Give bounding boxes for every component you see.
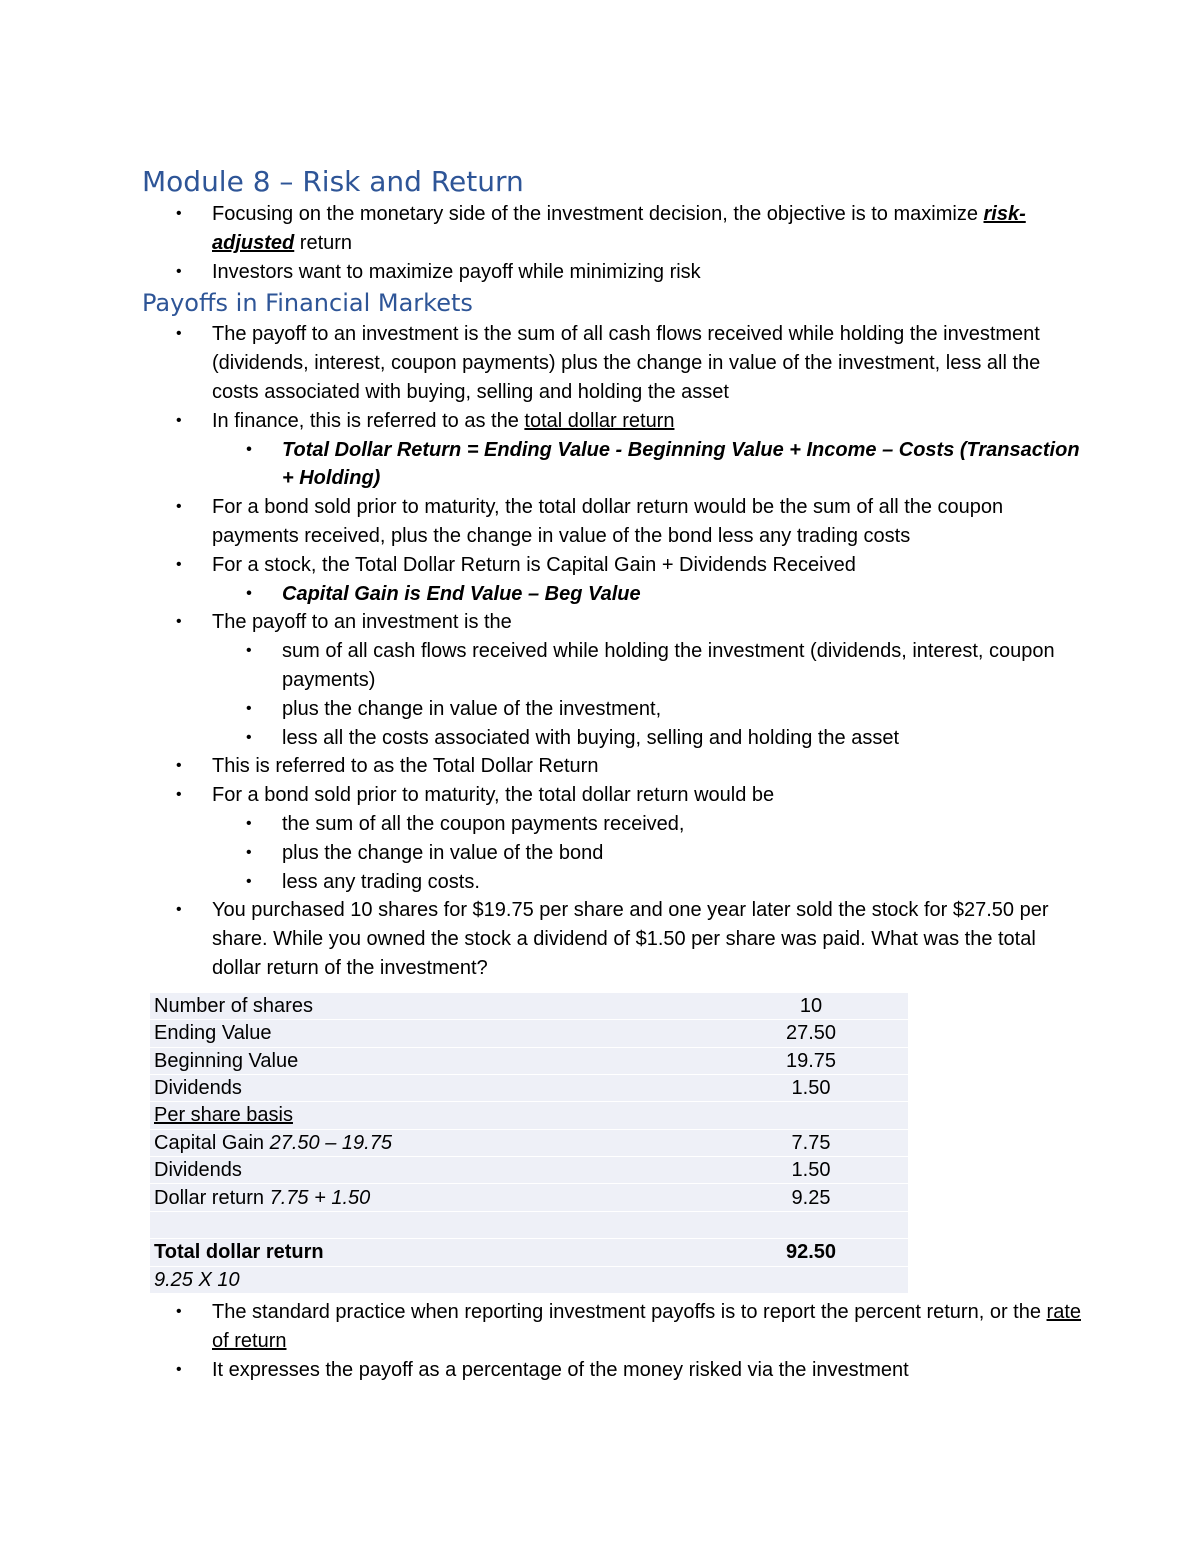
list-item: • The payoff to an investment is the • sum of all cash flows received while holding the investment (dividends, interest, coupon payments) • plus the change in value of the investment, • less all the costs associated with buying, selling and holding the asset — [142, 608, 1082, 752]
list-item: • You purchased 10 shares for $19.75 per share and one year later sold the stock for $27.50 per share. While you owned the stock a dividend of $1.50 per share was paid. What was the total dollar return of the investment? — [142, 896, 1082, 982]
payoff-list — [142, 320, 1082, 982]
list-item: • For a bond sold prior to maturity, the total dollar return would be • the sum of all the coupon payments received, • plus the change in value of the bond • less any trading costs. — [142, 781, 1082, 896]
list-item: • Investors want to maximize payoff while minimizing risk — [142, 258, 1082, 287]
list-item: • For a bond sold prior to maturity, the total dollar return would be the sum of all the coupon payments received, plus the change in value of the bond less any trading costs — [142, 493, 1082, 551]
sub-list-item: • plus the change in value of the investment, — [212, 695, 1082, 724]
table-row: Beginning Value 19.75 — [150, 1047, 908, 1074]
section-heading: Payoffs in Financial Markets — [142, 289, 473, 318]
sub-list-item: • less any trading costs. — [212, 868, 1082, 897]
formula-item: • Capital Gain is End Value – Beg Value — [212, 580, 1082, 609]
after-table-list — [142, 1298, 1082, 1384]
table-row: Dollar return 7.75 + 1.50 9.25 — [150, 1184, 908, 1211]
list-item: • Focusing on the monetary side of the investment decision, the objective is to maximize risk-adjusted return — [142, 200, 1082, 258]
table-row: Capital Gain 27.50 – 19.75 7.75 — [150, 1129, 908, 1156]
table-row: Dividends 1.50 — [150, 1074, 908, 1101]
list-item: • The standard practice when reporting investment payoffs is to report the percent return, or the rate of return — [142, 1298, 1082, 1356]
table-row: Dividends 1.50 — [150, 1157, 908, 1184]
emphasis-text: risk-adjusted — [212, 203, 1026, 254]
page-title: Module 8 – Risk and Return — [142, 165, 524, 198]
formula-item: • Total Dollar Return = Ending Value - Beginning Value + Income – Costs (Transaction + Holding) — [212, 436, 1082, 494]
list-item: • The payoff to an investment is the sum of all cash flows received while holding the investment (dividends, interest, coupon payments) plus the change in value of the investment, less all the costs associated with buying, selling and holding the asset — [142, 320, 1082, 406]
document-content — [142, 164, 1082, 1384]
list-item: • For a stock, the Total Dollar Return is Capital Gain + Dividends Received • Capital Gain is End Value – Beg Value — [142, 551, 1082, 609]
term-total-dollar-return: total dollar return — [524, 409, 675, 432]
sub-list-item: • plus the change in value of the bond — [212, 839, 1082, 868]
table-row: 9.25 X 10 — [150, 1266, 908, 1293]
sub-list-item: • sum of all cash flows received while holding the investment (dividends, interest, coupon payments) — [212, 637, 1082, 695]
table-row: Per share basis — [150, 1102, 908, 1129]
intro-list — [142, 200, 1082, 286]
calculation-table — [150, 993, 908, 1294]
list-item: • It expresses the payoff as a percentage of the money risked via the investment — [142, 1356, 1082, 1385]
table-row-blank — [150, 1211, 908, 1238]
table-row: Ending Value 27.50 — [150, 1020, 908, 1047]
term-rate-of-return: rate of return — [212, 1301, 1081, 1352]
sub-list-item: • less all the costs associated with buying, selling and holding the asset — [212, 724, 1082, 753]
sub-list-item: • the sum of all the coupon payments received, — [212, 810, 1082, 839]
table-row: Number of shares 10 — [150, 993, 908, 1020]
list-item: • This is referred to as the Total Dollar Return — [142, 752, 1082, 781]
table-row-total: Total dollar return 92.50 — [150, 1239, 908, 1266]
list-item: • In finance, this is referred to as the total dollar return • Total Dollar Return = Ending Value - Beginning Value + Income – Costs (Transaction + Holding) — [142, 407, 1082, 493]
